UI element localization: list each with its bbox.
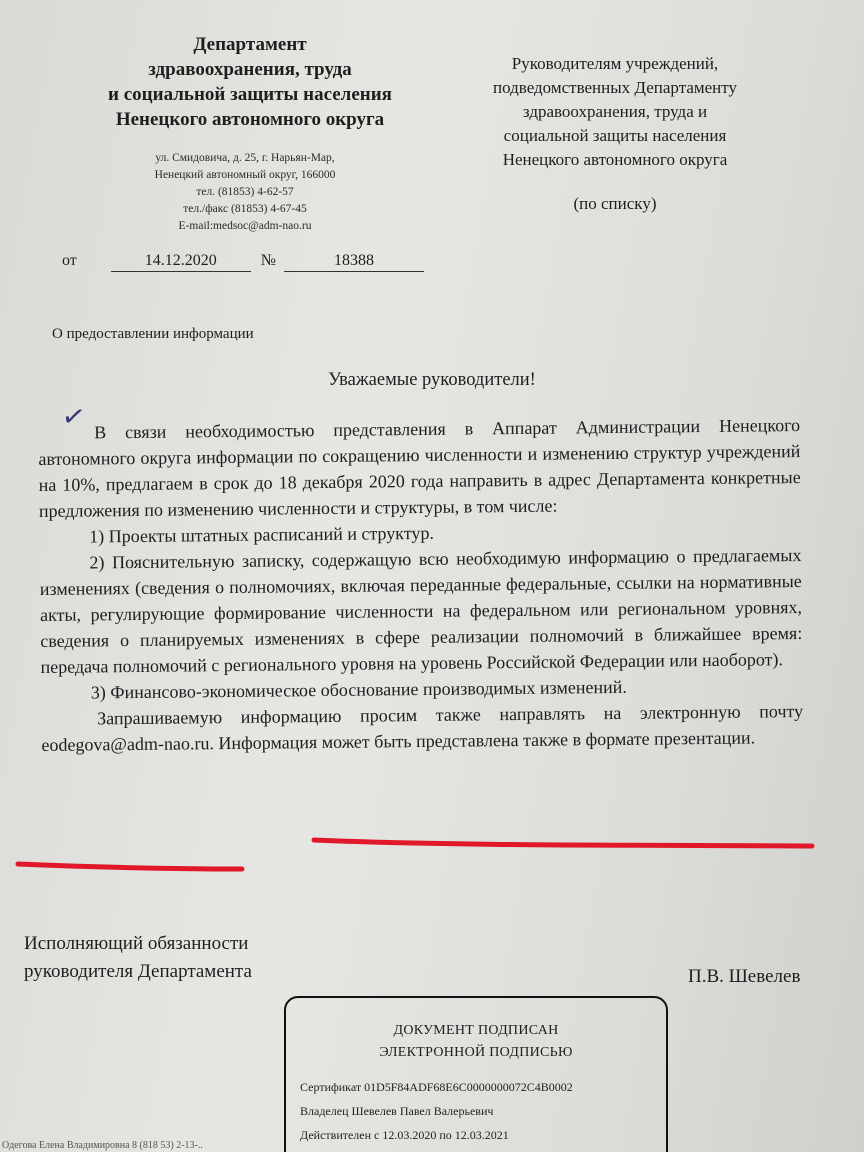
red-underline-upper — [314, 840, 812, 846]
recipient-line: социальной защиты населения — [503, 126, 727, 145]
department-line: и социальной защиты населения — [108, 84, 392, 105]
document-number: 18388 — [284, 252, 424, 272]
date-label: от — [62, 252, 77, 269]
fax-line: тел./факс (81853) 4-67-45 — [183, 203, 307, 215]
closing-request: Запрашиваемую информацию просим также направлять на электронную почту eodegova@adm-nao.ru. — [41, 701, 804, 755]
stamp-certificate: Сертификат 01D5F84ADF68E6C0000000072C4B0002 — [300, 1080, 573, 1094]
handwritten-check-icon: ✓ — [59, 398, 89, 435]
email-line: E-mail:medsoc@adm-nao.ru — [178, 220, 312, 232]
list-item: 3) Финансово-экономическое обоснование производимых изменений. — [90, 676, 627, 703]
signer-title-line: Исполняющий обязанности — [24, 933, 249, 954]
recipient-line: Руководителям учреждений, — [511, 54, 719, 73]
signer-title — [24, 930, 252, 986]
executor-footer: Одегова Елена Владимировна 8 (818 53) 2-13-.. — [2, 1140, 203, 1151]
signer-title-line: руководителя Департамента — [24, 961, 252, 982]
salutation: Уважаемые руководители! — [328, 370, 536, 390]
department-line: здравоохранения, труда — [148, 59, 352, 80]
red-underline-lower — [18, 864, 242, 869]
recipient-line: Ненецкого автономного округа — [502, 150, 728, 169]
letter-subject: О предоставлении информации — [52, 326, 254, 342]
recipient-line: здравоохранения, труда и — [522, 102, 708, 121]
address-line: Ненецкий автономный округ, 166000 — [154, 169, 336, 181]
address-line: ул. Смидовича, д. 25, г. Нарьян-Мар, — [155, 152, 335, 164]
list-item: 2) Пояснительную записку, содержащую всю необходимую информацию о предлагаемых изменениях (сведения о полномочиях, включая переданные федеральные, ссылки на нормативные акты, регулирующие формирование численности на федеральном или региональном уровнях, сведения о планируемых изменениях в сфере реализации полномочий в ближайшее время: передача полномочий с регионального уровня на уровень Российской Федерации или наоборот). — [39, 545, 803, 677]
document-date: 14.12.2020 — [111, 252, 251, 272]
department-line: Департамент — [193, 34, 307, 55]
stamp-title — [286, 1020, 666, 1064]
stamp-validity: Действителен с 12.03.2020 по 12.03.2021 — [300, 1128, 509, 1142]
stamp-title-line: ДОКУМЕНТ ПОДПИСАН — [393, 1023, 559, 1038]
body-paragraph: В связи необходимостью представления в Аппарат Администрации Ненецкого автономного округа информации по сокращению численности и изменению структур учреждений на 10%, предлагаем в срок до 18 декабря 2020 года направить в адрес Департамента конкретные предложения по изменению численности и структуры, в том числе: — [38, 415, 801, 521]
recipient-note: (по списку) — [573, 194, 657, 213]
phone-line: тел. (81853) 4-62-57 — [196, 186, 294, 198]
department-line: Ненецкого автономного округа — [115, 109, 385, 130]
stamp-title-line: ЭЛЕКТРОННОЙ ПОДПИСЬЮ — [379, 1045, 573, 1060]
signer-name: П.В. Шевелев — [688, 966, 801, 987]
electronic-signature-stamp — [284, 996, 668, 1152]
highlighted-presentation-note: Информация может быть представлена также в формате презентации. — [218, 727, 756, 754]
stamp-owner: Владелец Шевелев Павел Валерьевич — [300, 1104, 494, 1118]
number-label: № — [260, 252, 277, 269]
recipient-line: подведомственных Департаменту — [493, 78, 737, 97]
list-item: 1) Проекты штатных расписаний и структур. — [89, 522, 434, 547]
